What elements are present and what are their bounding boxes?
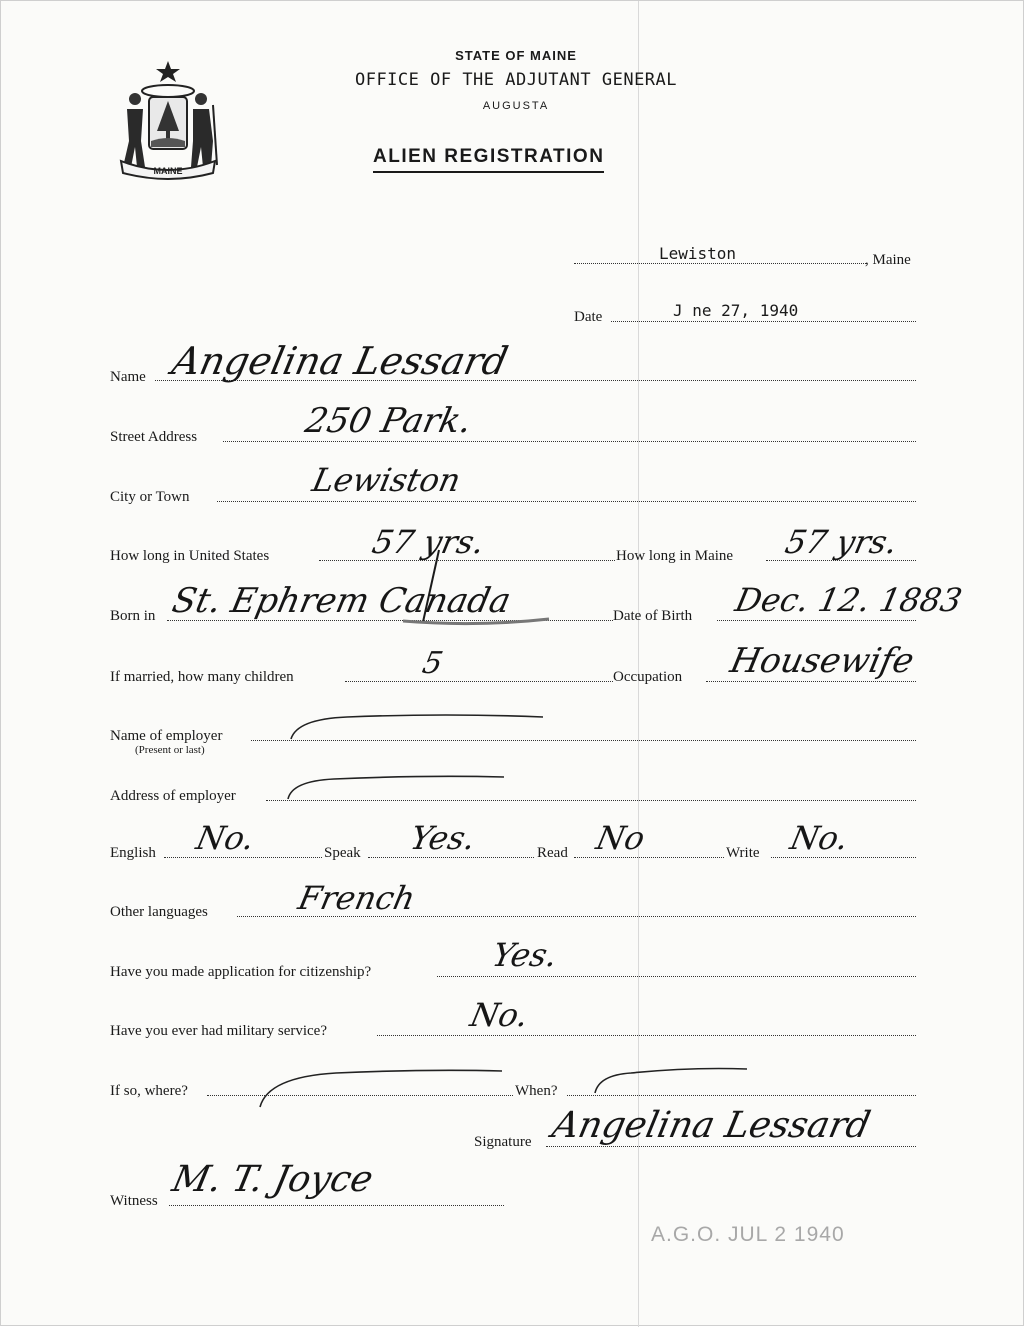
city-line [217,501,916,502]
write-line [771,857,916,858]
children-value: 5 [419,646,446,681]
date-line [611,321,916,322]
header-office: OFFICE OF THE ADJUTANT GENERAL [354,70,678,90]
name-value: Angelina Lessard [168,339,512,383]
underline-stroke [401,615,551,627]
street-value: 250 Park. [301,401,476,441]
other-languages-label: Other languages [110,904,208,920]
employer-label: Name of employer [110,728,223,744]
header-city: AUGUSTA [482,100,550,112]
date-label: Date [574,309,603,325]
when-label: When? [515,1083,558,1099]
born-label: Born in [110,608,156,624]
dob-line [717,620,916,621]
maine-years-label: How long in Maine [616,548,734,564]
witness-line [169,1205,504,1206]
street-line [223,441,916,442]
form-title: ALIEN REGISTRATION [373,146,604,173]
witness-value: M. T. Joyce [168,1159,377,1200]
military-label: Have you ever had military service? [110,1023,327,1039]
when-dash-stroke [591,1063,751,1095]
speak-value: Yes. [406,819,479,857]
street-label: Street Address [110,429,198,445]
received-stamp: A.G.O. JUL 2 1940 [651,1223,845,1246]
seal-text: MAINE [153,166,183,176]
children-label: If married, how many children [110,669,294,685]
read-value: No [592,819,649,857]
signature-label: Signature [474,1134,532,1150]
speak-line [368,857,534,858]
write-label: Write [726,845,760,861]
witness-label: Witness [110,1193,158,1209]
occupation-line [706,681,916,682]
citizenship-label: Have you made application for citizenship? [110,964,372,980]
when-line [567,1095,916,1096]
location-suffix: , Maine [865,252,911,268]
military-line [377,1035,916,1036]
english-value: No. [192,819,258,857]
read-label: Read [537,845,568,861]
location-line [574,263,866,264]
us-years-label: How long in United States [110,548,270,564]
read-line [574,857,724,858]
born-value: St. Ephrem Canada [168,581,515,621]
military-value: No. [466,996,532,1034]
location-value: Lewiston [659,244,737,263]
occupation-value: Housewife [726,641,918,681]
signature-line [546,1146,916,1147]
employer-address-label: Address of employer [110,788,236,804]
english-line [164,857,322,858]
signature-value: Angelina Lessard [548,1105,874,1146]
employer-sublabel: (Present or last) [135,744,205,756]
children-line [345,681,613,682]
dob-label: Date of Birth [613,608,693,624]
where-label: If so, where? [110,1083,188,1099]
other-languages-value: French [294,879,419,917]
employer-address-dash-stroke [284,771,508,801]
english-label: English [110,845,156,861]
citizenship-line [437,976,916,977]
city-label: City or Town [110,489,190,505]
where-dash-stroke [256,1063,506,1109]
speak-label: Speak [324,845,361,861]
city-value: Lewiston [308,461,465,499]
date-value: J ne 27, 1940 [673,301,799,320]
name-label: Name [110,369,146,385]
citizenship-value: Yes. [488,936,561,974]
write-value: No. [786,819,852,857]
dob-value: Dec. 12. 1883 [731,581,966,619]
occupation-label: Occupation [613,669,683,685]
us-years-value: 57 yrs. [368,523,488,561]
maine-seal-icon [113,57,223,183]
maine-years-value: 57 yrs. [781,523,901,561]
employer-dash-stroke [287,711,547,741]
header-state: STATE OF MAINE [455,48,577,63]
